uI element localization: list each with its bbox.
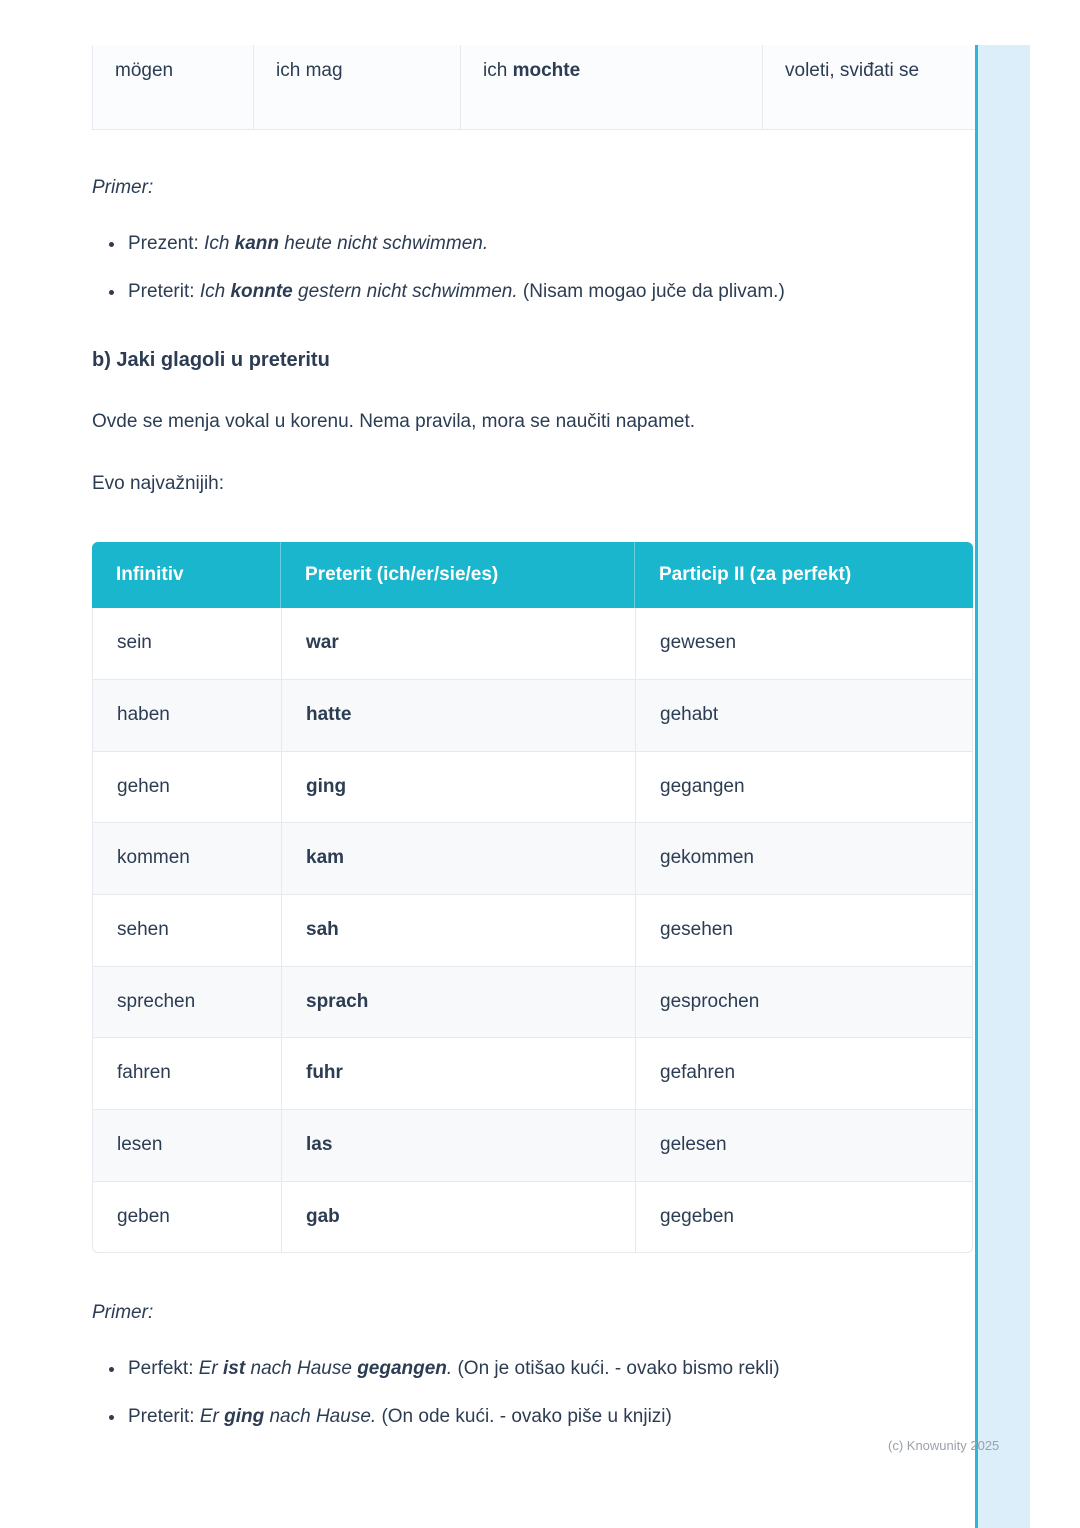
example-bold: ging — [224, 1406, 265, 1428]
particip-cell: gelesen — [635, 1110, 973, 1182]
example-text: Ich — [199, 280, 231, 302]
table-header-row — [92, 542, 973, 608]
primer-label: Primer: — [92, 177, 154, 198]
infinitive-cell: geben — [92, 1182, 281, 1254]
example-item — [126, 229, 827, 259]
preterit-cell: ging — [281, 752, 635, 824]
meaning-cell: voleti, sviđati se — [763, 45, 984, 130]
intro-paragraph-2: Evo najvažnijih: — [92, 472, 225, 494]
example-text: heute nicht schwimmen. — [279, 232, 489, 254]
header-preterit: Preterit (ich/er/sie/es) — [281, 542, 635, 608]
table-row — [92, 1038, 973, 1110]
example-note: (On ode kući. - ovako piše u knjizi) — [376, 1406, 672, 1428]
infinitive-cell: sehen — [92, 895, 281, 967]
infinitive-cell: lesen — [92, 1110, 281, 1182]
example-bold: kann — [234, 232, 280, 254]
example-note: (On je otišao kući. - ovako bismo rekli) — [452, 1357, 780, 1379]
example-label: Perfekt: — [128, 1357, 199, 1379]
preterit-cell: war — [281, 608, 635, 680]
example-text: Er — [199, 1406, 225, 1428]
verb-table-header — [92, 542, 973, 608]
infinitive-cell: haben — [92, 680, 281, 752]
preterit-cell: gab — [281, 1182, 635, 1254]
primer-label: Primer: — [92, 1302, 154, 1324]
example-label: Prezent: — [128, 232, 205, 254]
example-text: Ich — [204, 232, 235, 254]
particip-cell: gegeben — [635, 1182, 973, 1254]
particip-cell: gewesen — [635, 608, 973, 680]
table-row — [92, 823, 973, 895]
document-content — [92, 45, 920, 1451]
particip-cell: gesehen — [635, 895, 973, 967]
preterit-cell: las — [281, 1110, 635, 1182]
header-infinitiv: Infinitiv — [92, 542, 281, 608]
preterit-cell: kam — [281, 823, 635, 895]
preterit-cell — [461, 45, 763, 130]
particip-cell: gegangen — [635, 752, 973, 824]
example-item — [126, 1402, 827, 1432]
examples-list — [92, 229, 827, 308]
example-bold: gegangen — [357, 1357, 447, 1379]
infinitive-cell: mögen — [93, 45, 254, 130]
infinitive-cell: kommen — [92, 823, 281, 895]
example-text: nach Hause — [245, 1357, 358, 1379]
example-text: . — [446, 1357, 453, 1379]
table-row — [93, 45, 984, 130]
example-label: Preterit: — [128, 1406, 200, 1428]
example-text: gestern nicht schwimmen. — [292, 280, 518, 302]
table-row — [92, 895, 973, 967]
example-text: nach Hause. — [264, 1406, 377, 1428]
table-row — [92, 680, 973, 752]
infinitive-cell: gehen — [92, 752, 281, 824]
example-label: Preterit: — [128, 280, 200, 302]
table-row — [92, 752, 973, 824]
preterit-prefix: ich — [483, 60, 513, 81]
examples-list — [92, 1354, 827, 1433]
infinitive-cell: sein — [92, 608, 281, 680]
preterit-cell: sprach — [281, 967, 635, 1039]
infinitive-cell: fahren — [92, 1038, 281, 1110]
particip-cell: gekommen — [635, 823, 973, 895]
modal-verb-table — [92, 45, 984, 130]
preterit-cell: fuhr — [281, 1038, 635, 1110]
example-item — [126, 277, 827, 307]
present-cell: ich mag — [254, 45, 461, 130]
infinitive-cell: sprechen — [92, 967, 281, 1039]
table-row — [92, 1110, 973, 1182]
preterit-cell: sah — [281, 895, 635, 967]
particip-cell: gefahren — [635, 1038, 973, 1110]
example-bold: ist — [223, 1357, 246, 1379]
example-note: (Nisam mogao juče da plivam.) — [517, 280, 785, 302]
preterit-cell: hatte — [281, 680, 635, 752]
particip-cell: gesprochen — [635, 967, 973, 1039]
example-bold: konnte — [230, 280, 293, 302]
header-particip: Particip II (za perfekt) — [635, 542, 973, 608]
table-row — [92, 608, 973, 680]
page-edge-bar — [975, 45, 1030, 1528]
table-row — [92, 1182, 973, 1254]
particip-cell: gehabt — [635, 680, 973, 752]
preterit-form: mochte — [512, 60, 581, 81]
strong-verbs-table — [92, 542, 973, 1253]
watermark: (c) Knowunity 2025 — [888, 1438, 1000, 1453]
table-row — [92, 967, 973, 1039]
example-text: Er — [198, 1357, 224, 1379]
example-item — [126, 1354, 827, 1384]
intro-paragraph: Ovde se menja vokal u korenu. Nema pravila, mora se naučiti napamet. — [92, 411, 696, 433]
section-heading: b) Jaki glagoli u preteritu — [92, 349, 330, 372]
